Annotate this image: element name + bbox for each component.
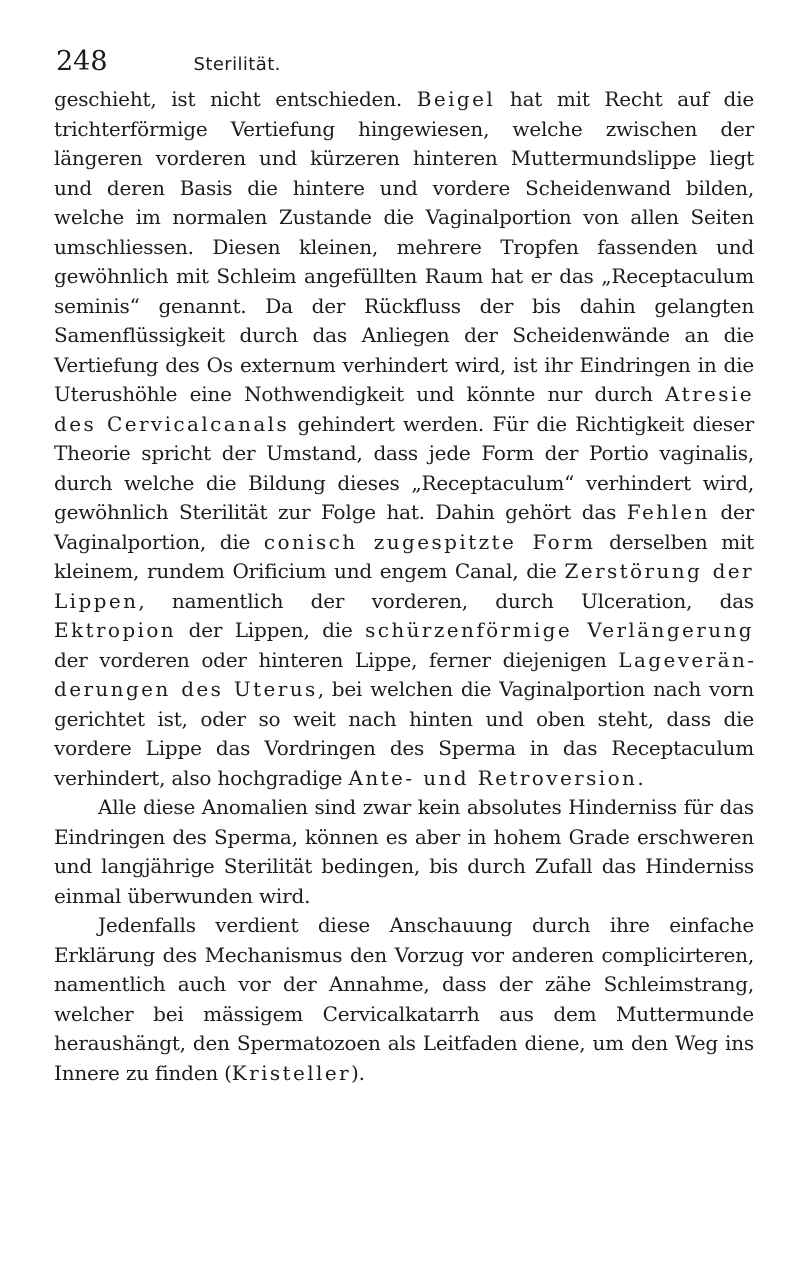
paragraph [54,85,754,793]
emphasized-text: Atresie des Cervicalcanals [54,382,754,436]
emphasized-text: Zerstörung der Lippen [54,559,754,613]
emphasized-text: Beigel [416,87,496,111]
emphasized-text: schürzenförmige Verlängerung [365,618,754,642]
emphasized-text: conisch zugespitzte Form [263,529,596,554]
emphasized-text: Fehlen [626,500,710,524]
page-number: 248 [56,46,108,77]
emphasized-text: Ektropion [54,618,177,642]
text-run: , namentlich der vorderen, durch Ulceration, das [138,588,754,613]
text-run: hat mit Recht auf die trichterförmige Vertiefung hingewiesen, welche zwischen der längeren vorderen und kürzeren hinteren Muttermundslippe liegt und deren Basis die hintere und vordere Scheidenwand bilden, welche im normalen Zustande die Vaginalportion von allen Seiten umschliessen. Diesen kleinen, mehrere Tropfen fassenden und gewöhnlich mit Schleim angefüllten Raum hat er das „Receptaculum seminis“ genannt. Da der Rückfluss der bis dahin gelangten Samenflüssigkeit durch das Anliegen der Scheidenwände an die Vertiefung des Os externum verhindert wird, ist ihr Eindringen in die Uterushöhle eine Nothwendigkeit und könnte nur durch [54,87,754,406]
paragraph [54,911,754,1088]
paragraph [54,793,754,911]
text-run: ). [351,1060,365,1085]
text-run: der vorderen oder hinteren Lippe, ferner diejenigen [54,647,619,672]
body-text [54,85,754,1088]
running-title: Sterilität. [193,54,281,75]
emphasized-text: Lageveränderungen des Uterus [54,647,754,701]
text-run: geschieht, ist nicht entschieden. [54,87,417,111]
text-run: Alle diese Anomalien sind zwar kein absolutes Hinderniss für das Eindringen des Sperma, können es aber in hohem Grade erschweren und langjährige Sterilität bedingen, bis durch Zufall das Hinderniss einmal überwunden wird. [54,795,754,908]
text-run: Jedenfalls verdient diese Anschauung durch ihre einfache Erklärung des Mechanismus den Vorzug vor anderen complicirteren, namentlich auch vor der Annahme, dass der zähe Schleimstrang, welcher bei mässigem Cervicalkatarrh aus dem Muttermunde heraushängt, den Spermatozoen als Leitfaden diene, um den Weg ins Innere zu finden ( [54,913,754,1085]
text-run: . [637,765,644,790]
text-run: , bei welchen die Vaginalportion nach vorn gerichtet ist, oder so weit nach hinten und oben steht, dass die vordere Lippe das Vordringen des Sperma in das Receptaculum verhindert, also hochgradige [54,677,754,790]
text-run: derselben mit kleinem, rundem Orificium und engem Canal, die [54,529,755,583]
emphasized-text: Kristeller [231,1060,352,1085]
text-run: gehindert werden. Für die Richtigkeit dieser Theorie spricht der Umstand, dass jede Form der Portio vaginalis, durch welche die Bildung dieses „Receptaculum“ verhindert wird, gewöhnlich Sterilität zur Folge hat. Dahin gehört das [54,411,754,524]
text-run: der Lippen, die [176,618,366,642]
text-run: der Vaginalportion, die [54,500,754,554]
emphasized-text: Ante- und Retroversion [348,765,638,790]
page-header [56,46,745,80]
